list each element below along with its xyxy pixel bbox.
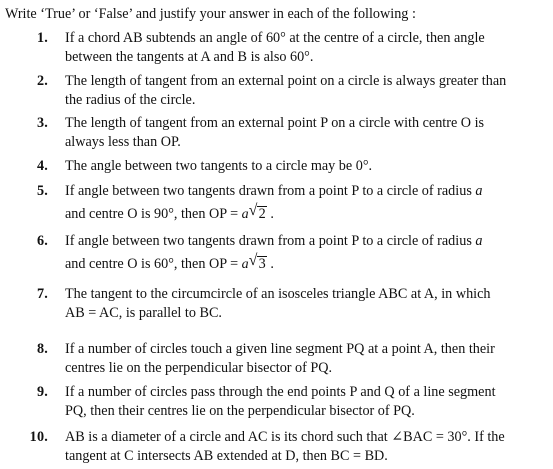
- question-number: 7.: [36, 286, 48, 302]
- square-root: [249, 201, 267, 227]
- question-line: [65, 232, 535, 251]
- question-line: The tangent to the circumcircle of an isosceles triangle ABC at A, in which: [65, 286, 491, 302]
- text-run: .: [266, 256, 274, 272]
- instructions-heading: Write ‘True’ or ‘False’ and justify your answer in each of the following :: [5, 6, 416, 22]
- question-line: always less than OP.: [65, 134, 181, 150]
- question-number: 9.: [36, 384, 48, 400]
- question-text: [65, 383, 535, 421]
- question-text: [65, 285, 535, 323]
- angle-icon: ∠: [391, 429, 404, 445]
- question-number: 10.: [29, 429, 48, 445]
- variable: a: [475, 183, 483, 199]
- question-line: If a number of circles pass through the end points P and Q of a line segment: [65, 384, 496, 400]
- question-line: If a chord AB subtends an angle of 60° at the centre of a circle, then angle: [65, 30, 485, 46]
- question-number: 6.: [36, 233, 48, 249]
- text-run: BAC = 30°. If the: [403, 429, 505, 445]
- question-number: 3.: [36, 115, 48, 131]
- question-line: The length of tangent from an external point P on a circle with centre O is: [65, 115, 485, 131]
- square-root: [249, 251, 267, 277]
- question-line: If a number of circles touch a given line segment PQ at a point A, then their: [65, 341, 495, 357]
- math-variable: a: [241, 207, 249, 222]
- text-run: If angle between two tangents drawn from a point P to a circle of radius: [65, 183, 476, 199]
- question-number: 8.: [36, 341, 48, 357]
- question-text: [65, 114, 535, 152]
- question-line: The angle between two tangents to a circle may be 0°.: [65, 158, 373, 174]
- radical-sign-icon: √: [248, 202, 258, 219]
- text-run: and centre O is 90°, then OP =: [65, 206, 242, 222]
- question-text: [65, 72, 535, 110]
- question-line: tangent at C intersects AB extended at D, then BC = BD.: [65, 448, 388, 464]
- radical-sign-icon: √: [248, 252, 258, 269]
- question-line: centres lie on the perpendicular bisector of PQ.: [65, 360, 333, 376]
- math-variable: a: [241, 257, 249, 272]
- question-text: [65, 157, 535, 176]
- radicand: 2: [258, 206, 266, 222]
- text-run: If angle between two tangents drawn from a point P to a circle of radius: [65, 233, 476, 249]
- question-line: [65, 201, 535, 228]
- question-number: 5.: [36, 183, 48, 199]
- question-line: [65, 182, 535, 201]
- question-line: [65, 428, 535, 447]
- question-line: between the tangents at A and B is also 60°.: [65, 49, 314, 65]
- question-text: [65, 340, 535, 378]
- question-line: AB = AC, is parallel to BC.: [65, 305, 222, 321]
- question-line: [65, 251, 535, 278]
- question-text: [65, 182, 535, 228]
- text-run: AB is a diameter of a circle and AC is its chord such that: [65, 429, 392, 445]
- question-line: the radius of the circle.: [65, 92, 196, 108]
- variable: a: [475, 233, 483, 249]
- question-number: 4.: [36, 158, 48, 174]
- question-text: [65, 428, 535, 466]
- question-text: [65, 232, 535, 278]
- question-line: PQ, then their centres lie on the perpendicular bisector of PQ.: [65, 403, 415, 419]
- question-line: The length of tangent from an external point on a circle is always greater than: [65, 73, 507, 89]
- text-run: and centre O is 60°, then OP =: [65, 256, 242, 272]
- question-number: 2.: [36, 73, 48, 89]
- question-text: [65, 29, 535, 67]
- question-number: 1.: [36, 30, 48, 46]
- text-run: .: [266, 206, 274, 222]
- radicand: 3: [258, 256, 266, 272]
